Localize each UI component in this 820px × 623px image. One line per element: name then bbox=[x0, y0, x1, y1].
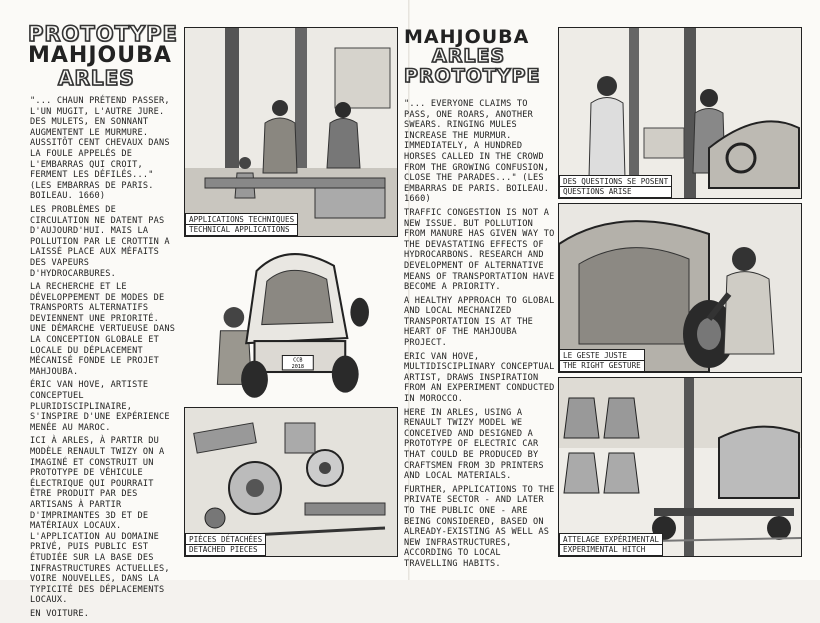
plate-line2: 2018 bbox=[291, 363, 305, 370]
questions-sketch bbox=[559, 28, 801, 198]
twizy-car-drawing bbox=[205, 240, 370, 405]
left-title-line2: MAHJOUBA bbox=[28, 43, 172, 69]
panel-questions-arise bbox=[558, 27, 802, 199]
caption-fr: LE GESTE JUSTE bbox=[563, 351, 628, 360]
caption-fr: PIÈCES DÉTACHÉES bbox=[189, 535, 263, 544]
left-paragraph: EN VOITURE. bbox=[30, 608, 90, 619]
left-paragraph: LA RECHERCHE ET LE DÉVELOPPEMENT DE MODES DE TRANSPORTS ALTERNATIFS DEVIENNENT UNE PRIORITÉ. UNE DÉMARCHE VERTUEUSE DANS LA CONCEPTION GLOBALE ET LOCALE DU DÉPLACEMENT MÉCANISÉ FONDE LE PROJET MAHJOUBA. bbox=[30, 282, 176, 377]
caption-experimental-hitch bbox=[559, 533, 663, 556]
caption-en: THE RIGHT GESTURE bbox=[560, 360, 644, 370]
caption-technical-applications bbox=[185, 213, 298, 236]
right-paragraph: A HEALTHY APPROACH TO GLOBAL AND LOCAL MECHANIZED TRANSPORTATION IS AT THE HEART OF THE MAHJOUBA PROJECT. bbox=[404, 295, 555, 349]
right-quote: "... EVERYONE CLAIMS TO PASS, ONE ROARS, ANOTHER SWEARS. RINGING MULES INCREASE THE MURMUR. IMMEDIATELY, A HUNDRED HORSES CALLED IN THE CROWD FROM THE GROWING CONFUSION, CLOSE THE PARADES..." (LES EMBARRAS DE PARIS. BOILEAU. 1660) bbox=[404, 99, 550, 205]
left-paragraph: ICI À ARLES, À PARTIR DU MODÈLE RENAULT TWIZY ON A IMAGINÉ ET CONSTRUIT UN PROTOTYPE DE VÉHICULE ÉLECTRIQUE QUI POURRAIT ÊTRE PRODUIT PAR DES ARTISANS À PARTIR D'IMPRIMANTES 3D ET DE MATÉRIAUX LOCAUX. L'APPLICATION AU DOMAINE PRIVÉ, PUIS PUBLIC EST ÉTUDIÉE SUR LA BASE DES INFRASTRUCTURES ACTUELLES, VOIRE NOUVELLES, DANS LA TYPICITÉ DES DÉPLACEMENTS LOCAUX. bbox=[30, 436, 170, 606]
left-paragraph: LES PROBLÈMES DE CIRCULATION NE DATENT PAS D'AUJOURD'HUI. MAIS LA POLLUTION PAR LE CROTTIN A LAISSÉ PLACE AUX MÉFAITS DES VAPEURS D'HYDROCARBURES. bbox=[30, 204, 170, 279]
right-page bbox=[404, 0, 820, 580]
right-title bbox=[404, 28, 540, 86]
caption-fr: APPLICATIONS TECHNIQUES bbox=[189, 215, 295, 224]
left-body-text bbox=[30, 96, 180, 623]
caption-en: QUESTIONS ARISE bbox=[560, 186, 671, 196]
caption-en: EXPERIMENTAL HITCH bbox=[560, 544, 662, 554]
right-paragraph: FURTHER, APPLICATIONS TO THE PRIVATE SECTOR - AND LATER TO THE PUBLIC ONE - ARE BEING CONSIDERED, BASED ON ALREADY-EXISTING AS WELL AS NEW INFRASTRUCTURES, ACCORDING TO LOCAL TRAVELLING HABITS. bbox=[404, 484, 555, 569]
panel-detached-pieces bbox=[184, 407, 398, 557]
caption-detached-pieces bbox=[185, 533, 266, 556]
hitch-sketch bbox=[559, 378, 801, 556]
gesture-sketch bbox=[559, 204, 801, 372]
panel-experimental-hitch bbox=[558, 377, 802, 557]
caption-en: TECHNICAL APPLICATIONS bbox=[186, 224, 297, 234]
caption-right-gesture bbox=[559, 349, 645, 372]
left-title-line3: ARLES bbox=[58, 65, 135, 90]
left-quote: "... CHAUN PRÉTEND PASSER, L'UN MUGIT, L'AUTRE JURE. DES MULETS, EN SONNANT AUGMENTENT LE MURMURE. AUSSITÔT CENT CHEVAUX DANS LA FOULE APPELÉS DE L'EMBARRAS QUI CROIT, FERMENT LES DÉFILÉS..." (LES EMBARRAS DE PARIS. BOILEAU. 1660) bbox=[30, 96, 170, 202]
panel-technical-applications bbox=[184, 27, 398, 237]
right-title-line2: ARLES bbox=[432, 45, 506, 68]
caption-fr: ATTELAGE EXPÉRIMENTAL bbox=[563, 535, 660, 544]
right-title-line1: MAHJOUBA bbox=[404, 26, 530, 48]
right-paragraph: ERIC VAN HOVE, MULTIDISCIPLINARY CONCEPTUAL ARTIST, DRAWS INSPIRATION FROM AN EXPERIMENT CONDUCTED IN MOROCCO. bbox=[404, 351, 555, 405]
right-body-text bbox=[404, 99, 556, 573]
caption-fr: DES QUESTIONS SE POSENT bbox=[563, 177, 669, 186]
left-title-line1: PROTOTYPE bbox=[28, 22, 178, 46]
right-paragraph: HERE IN ARLES, USING A RENAULT TWIZY MODEL WE CONCEIVED AND DESIGNED A PROTOTYPE OF ELECTRIC CAR THAT COULD BE PRODUCED BY CRAFTSMEN FROM 3D PRINTERS AND LOCAL MATERIALS. bbox=[404, 407, 544, 482]
right-paragraph: TRAFFIC CONGESTION IS NOT A NEW ISSUE. BUT POLLUTION FROM MANURE HAS GIVEN WAY TO THE DEVASTATING EFFECTS OF HYDROCARBONS. RESEARCH AND DEVELOPMENT OF ALTERNATIVE MEANS OF TRANSPORTATION HAVE BECOME A PRIORITY. bbox=[404, 207, 555, 293]
right-title-line3: PROTOTYPE bbox=[404, 64, 541, 87]
left-paragraph: ÉRIC VAN HOVE, ARTISTE CONCEPTUEL PLURIDISCIPLINAIRE, S'INSPIRE D'UNE EXPÉRIENCE MENÉE AU MAROC. bbox=[30, 380, 170, 433]
panel-right-gesture bbox=[558, 203, 802, 373]
plate-line1: CCB bbox=[293, 357, 303, 364]
workshop-sketch bbox=[185, 28, 397, 236]
left-title bbox=[28, 24, 178, 88]
left-page bbox=[0, 0, 410, 619]
caption-en: DETACHED PIECES bbox=[186, 544, 265, 554]
caption-questions-arise bbox=[559, 175, 672, 198]
